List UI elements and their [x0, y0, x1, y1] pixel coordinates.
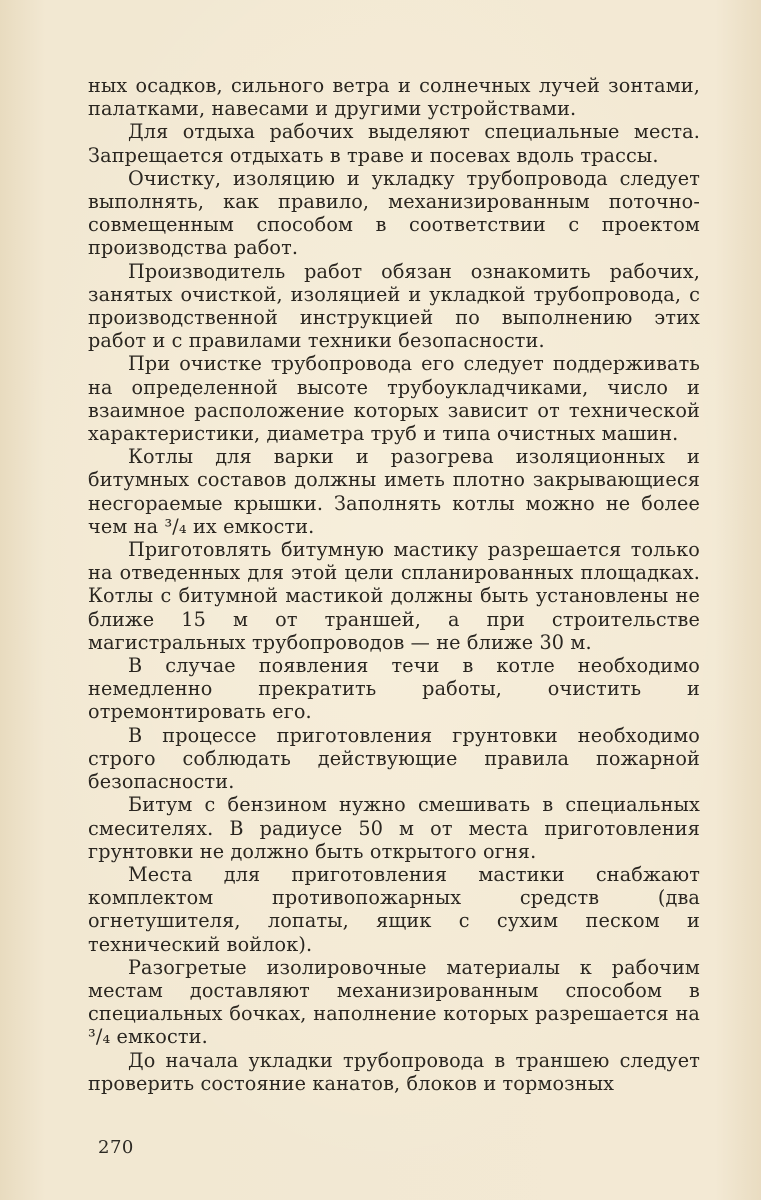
paragraph-bitumen-mastic: Приготовлять битумную мастику разрешается только на отведенных для этой цели спланированных площадках. Котлы с битумной мастикой должны быть установлены не ближе 15 м от траншей, а при строительстве магистральных трубопроводов — не ближе 30 м.: [88, 538, 700, 654]
paragraph-heated-materials: Разогретые изолировочные материалы к рабочим местам доставляют механизированным способом в специальных бочках, наполнение которых разрешается на ³/₄ емкости.: [88, 955, 700, 1049]
paragraph-work-supervisor: Производитель работ обязан ознакомить рабочих, занятых очисткой, изоляцией и укладкой трубопровода, с производственной инструкцией по выполнению этих работ и с правилами техники безопасности.: [88, 259, 700, 353]
paragraph-mechanized-method: Очистку, изоляцию и укладку трубопровода следует выполнять, как правило, механизированным поточно-совмещенным способом в соответствии с проектом производства работ.: [88, 166, 700, 260]
paragraph-bitumen-gasoline: Битум с бензином нужно смешивать в специальных смесителях. В радиусе 50 м от места приготовления грунтовки не должно быть открытого огня.: [88, 793, 700, 863]
paragraph-continuation: ных осадков, сильного ветра и солнечных лучей зонтами, палатками, навесами и другими устройствами.: [88, 74, 700, 121]
page-number: 270: [98, 1137, 134, 1158]
paragraph-boiler-leak: В случае появления течи в котле необходимо немедленно прекратить работы, очистить и отремонтировать его.: [88, 654, 700, 724]
paragraph-rest-areas: Для отдыха рабочих выделяют специальные места. Запрещается отдыхать в траве и посевах вдоль трассы.: [88, 120, 700, 167]
paragraph-pipe-cleaning: При очистке трубопровода его следует поддерживать на определенной высоте трубоукладчиками, число и взаимное расположение которых зависит от технической характеристики, диаметра труб и типа очистных машин.: [88, 352, 700, 446]
paragraph-before-laying: До начала укладки трубопровода в траншею следует проверить состояние канатов, блоков и тормозных: [88, 1048, 700, 1095]
body-text: [88, 74, 700, 1095]
paragraph-fire-equipment: Места для приготовления мастики снабжают комплектом противопожарных средств (два огнетушителя, лопаты, ящик с сухим песком и технический войлок).: [88, 862, 700, 956]
paragraph-primer-fire-safety: В процессе приготовления грунтовки необходимо строго соблюдать действующие правила пожарной безопасности.: [88, 723, 700, 794]
paragraph-boilers-lids: Котлы для варки и разогрева изоляционных и битумных составов должны иметь плотно закрывающиеся несгораемые крышки. Заполнять котлы можно не более чем на ³/₄ их емкости.: [88, 445, 700, 538]
